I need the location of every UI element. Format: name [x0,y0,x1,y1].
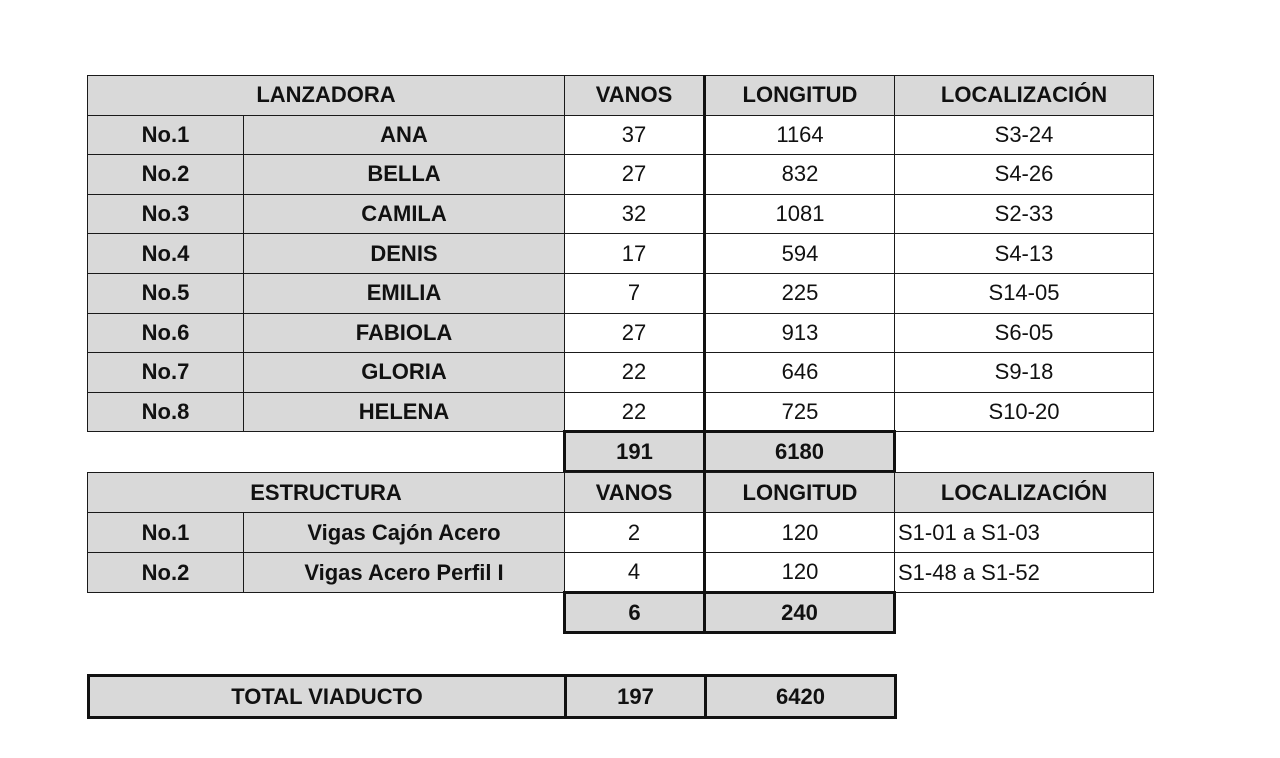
row-longitud: 120 [705,553,895,593]
row-name: DENIS [244,234,565,274]
total-longitud: 6420 [706,676,896,718]
localizacion-header: LOCALIZACIÓN [895,76,1154,116]
lanzadora-header: LANZADORA [88,76,565,116]
table-row [88,115,1154,155]
row-vanos: 17 [565,234,705,274]
row-vanos: 22 [565,392,705,432]
estructura-header: ESTRUCTURA [88,473,565,513]
subtotal-vanos: 6 [565,593,705,633]
row-longitud: 120 [705,513,895,553]
row-longitud: 725 [705,392,895,432]
row-localizacion: S6-05 [895,313,1154,353]
table-row [88,553,1154,593]
row-localizacion: S3-24 [895,115,1154,155]
subtotal-longitud: 6180 [705,432,895,472]
row-localizacion: S14-05 [895,273,1154,313]
table-row [88,513,1154,553]
row-number: No.1 [88,513,244,553]
row-number: No.3 [88,194,244,234]
row-longitud: 1081 [705,194,895,234]
row-vanos: 7 [565,273,705,313]
total-vanos: 197 [566,676,706,718]
row-name: FABIOLA [244,313,565,353]
row-name: ANA [244,115,565,155]
vanos-header: VANOS [565,473,705,513]
row-longitud: 832 [705,155,895,195]
row-vanos: 37 [565,115,705,155]
row-name: HELENA [244,392,565,432]
localizacion-header: LOCALIZACIÓN [895,473,1154,513]
row-number: No.8 [88,392,244,432]
row-localizacion: S9-18 [895,353,1154,393]
row-localizacion: S4-13 [895,234,1154,274]
row-number: No.2 [88,553,244,593]
row-vanos: 22 [565,353,705,393]
row-localizacion: S1-01 a S1-03 [895,513,1154,553]
row-localizacion: S2-33 [895,194,1154,234]
row-number: No.6 [88,313,244,353]
row-number: No.1 [88,115,244,155]
table-row [88,273,1154,313]
row-vanos: 27 [565,155,705,195]
longitud-header: LONGITUD [705,473,895,513]
row-name: EMILIA [244,273,565,313]
lanzadora-table [87,75,1154,473]
table-row [88,234,1154,274]
row-name: BELLA [244,155,565,195]
row-number: No.7 [88,353,244,393]
row-vanos: 2 [565,513,705,553]
total-label: TOTAL VIADUCTO [89,676,566,718]
estructura-header-row [88,473,1154,513]
row-vanos: 32 [565,194,705,234]
row-number: No.5 [88,273,244,313]
row-number: No.2 [88,155,244,195]
row-localizacion: S10-20 [895,392,1154,432]
row-vanos: 4 [565,553,705,593]
row-name: Vigas Cajón Acero [244,513,565,553]
longitud-header: LONGITUD [705,76,895,116]
row-longitud: 1164 [705,115,895,155]
row-longitud: 225 [705,273,895,313]
total-row [89,676,896,718]
subtotal-vanos: 191 [565,432,705,472]
estructura-table [87,472,1154,634]
table-row [88,353,1154,393]
vanos-header: VANOS [565,76,705,116]
table-row [88,392,1154,432]
subtotal-row [88,432,1154,472]
row-name: Vigas Acero Perfil I [244,553,565,593]
table-row [88,194,1154,234]
row-localizacion: S4-26 [895,155,1154,195]
subtotal-longitud: 240 [705,593,895,633]
row-name: GLORIA [244,353,565,393]
row-longitud: 646 [705,353,895,393]
row-longitud: 913 [705,313,895,353]
row-longitud: 594 [705,234,895,274]
subtotal-row [88,593,1154,633]
total-table [87,674,897,719]
row-name: CAMILA [244,194,565,234]
table-row [88,313,1154,353]
row-localizacion: S1-48 a S1-52 [895,553,1154,593]
table-row [88,155,1154,195]
row-vanos: 27 [565,313,705,353]
row-number: No.4 [88,234,244,274]
lanzadora-header-row [88,76,1154,116]
